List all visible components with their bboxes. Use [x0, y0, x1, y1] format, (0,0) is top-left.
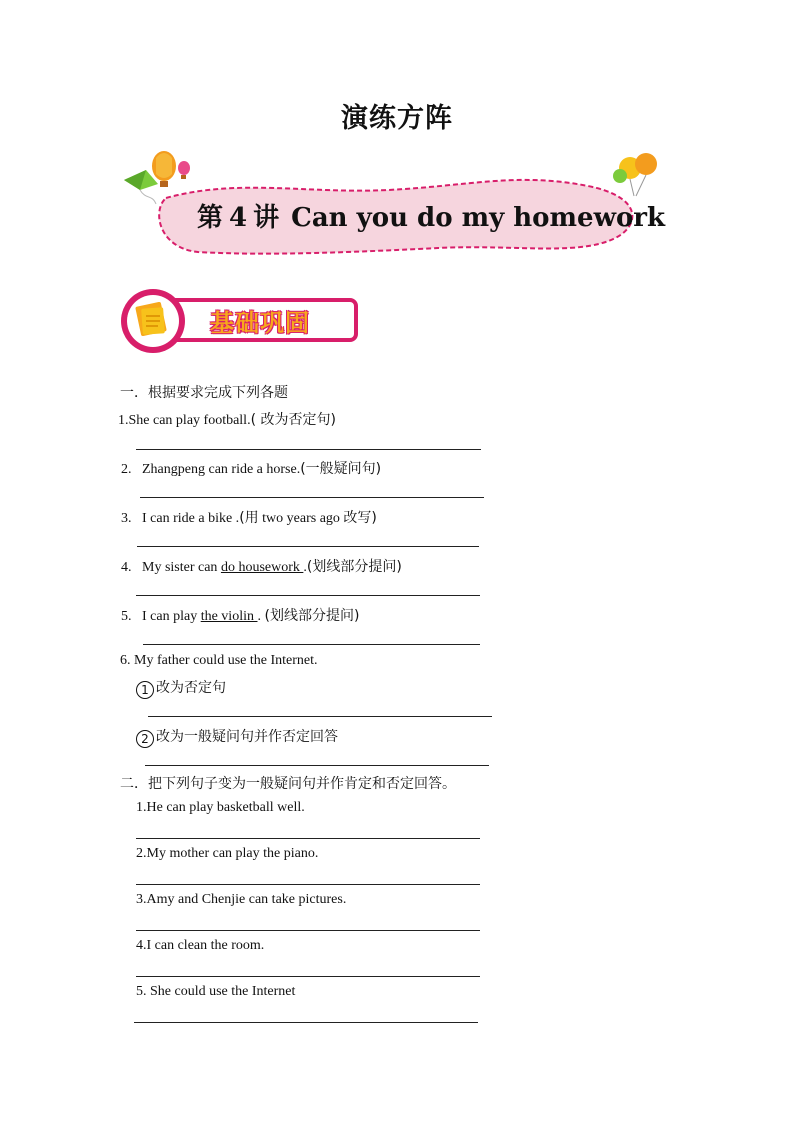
part2-item-4: 4.I can clean the room.	[136, 938, 265, 953]
question-5	[121, 605, 359, 625]
question-6-sub-2	[136, 726, 338, 748]
question-5-note: (划线部分提问)	[264, 608, 360, 624]
question-2-note: (一般疑问句)	[300, 461, 382, 477]
part2-item-5: 5. She could use the Internet	[136, 984, 296, 999]
question-5-underlined: the violin	[200, 609, 258, 624]
question-3	[121, 507, 377, 527]
circled-number: 1	[136, 681, 154, 699]
part2-item-2: 2.My mother can play the piano.	[136, 846, 319, 861]
section-label: 基础巩固	[210, 309, 310, 337]
question-6-sub-2-text: 改为一般疑问句并作否定回答	[156, 729, 338, 745]
answer-line[interactable]	[136, 595, 480, 596]
lesson-suffix: 讲	[253, 203, 280, 233]
question-5-text: I can play	[142, 609, 201, 624]
question-4-text: My sister can	[142, 560, 221, 575]
answer-line[interactable]	[136, 838, 480, 839]
hot-air-balloon-icon	[152, 151, 190, 187]
question-6-sub-1	[136, 677, 226, 699]
question-3-note-en: two years ago	[258, 511, 344, 526]
question-3-text: I can ride a bike .	[142, 511, 240, 526]
question-3-number: 3.	[121, 511, 132, 526]
lesson-prefix: 第	[197, 203, 224, 233]
question-3-note-b: 改写)	[343, 510, 377, 526]
part2-item-1: 1.He can play basketball well.	[136, 800, 305, 815]
answer-line[interactable]	[145, 765, 489, 766]
question-2	[121, 458, 381, 478]
answer-line[interactable]	[136, 449, 481, 450]
answer-line[interactable]	[140, 497, 484, 498]
question-4	[121, 556, 402, 576]
balloons-icon	[613, 153, 657, 196]
answer-line[interactable]	[136, 976, 480, 977]
question-1-note: ( 改为否定句)	[250, 412, 336, 428]
question-6: 6. My father could use the Internet.	[120, 653, 318, 668]
question-4-tail: .	[303, 560, 307, 575]
answer-line[interactable]	[143, 644, 480, 645]
question-6-sub-1-text: 改为否定句	[156, 680, 226, 696]
answer-line[interactable]	[136, 884, 480, 885]
answer-line[interactable]	[134, 1022, 478, 1023]
question-5-number: 5.	[121, 609, 132, 624]
question-2-text: Zhangpeng can ride a horse.	[142, 462, 301, 477]
part2-item-3: 3.Amy and Chenjie can take pictures.	[136, 892, 347, 907]
question-2-number: 2.	[121, 462, 132, 477]
question-1-text: 1.She can play football.	[118, 413, 251, 428]
question-4-underlined: do housework	[220, 560, 304, 575]
question-5-tail: .	[257, 609, 265, 624]
question-3-note-a: (用	[239, 510, 259, 526]
question-4-number: 4.	[121, 560, 132, 575]
question-1	[118, 409, 336, 429]
part1-heading: 一．根据要求完成下列各题	[120, 385, 288, 401]
circled-number: 2	[136, 730, 154, 748]
answer-line[interactable]	[137, 546, 479, 547]
page-title: 演练方阵	[341, 103, 453, 134]
lesson-number: 4	[229, 203, 248, 233]
part2-heading: 二．把下列句子变为一般疑问句并作肯定和否定回答。	[120, 776, 456, 792]
question-4-note: (划线部分提问)	[306, 559, 402, 575]
kite-icon	[124, 170, 158, 204]
answer-line[interactable]	[136, 930, 480, 931]
lesson-english-title: Can you do my homework	[291, 203, 666, 233]
answer-line[interactable]	[148, 716, 492, 717]
lesson-title	[197, 197, 665, 234]
